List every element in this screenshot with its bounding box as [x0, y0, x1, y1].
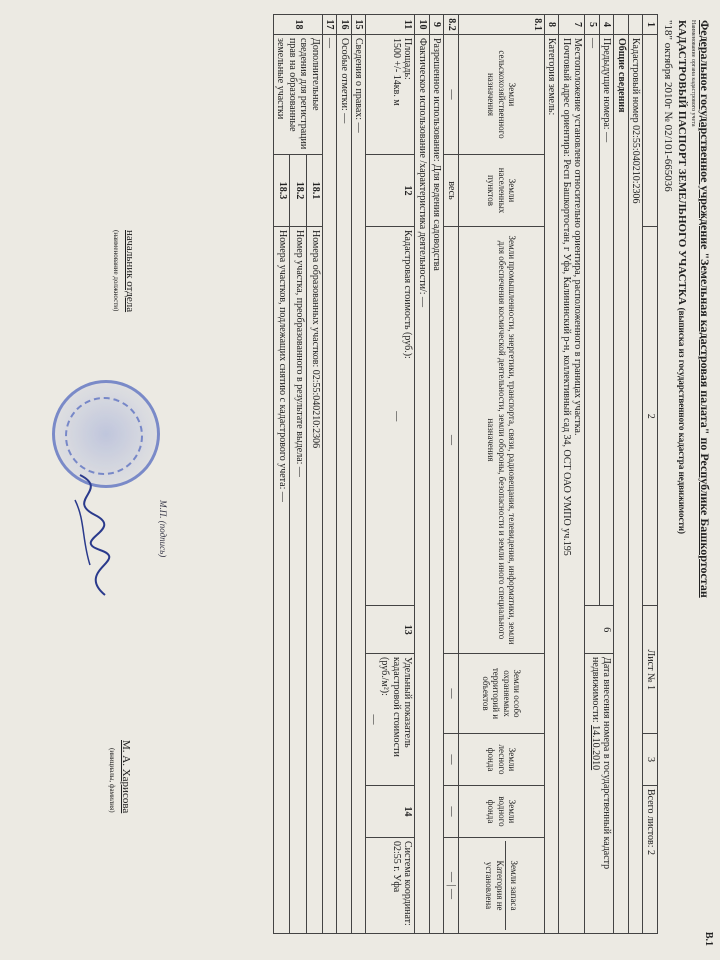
- cadastral-number: Кадастровый номер 02:55:040210:2306: [629, 35, 644, 934]
- row-number: 18.1: [306, 155, 322, 227]
- row-number: 18.2: [290, 155, 306, 227]
- seal-mark-note: (подпись): [158, 520, 168, 558]
- actual-use-value: —: [417, 297, 428, 307]
- cadastral-cost-value: —: [391, 411, 402, 422]
- sheet-number: Лист № 1: [643, 606, 658, 734]
- category-reserve: Земли запаса: [509, 860, 520, 911]
- table-row: [352, 15, 367, 934]
- row-number: 18: [274, 15, 323, 35]
- permitted-use-label: Разрешенное использование:: [431, 38, 443, 162]
- row-number: 5: [585, 15, 600, 35]
- formed-plots: Номера образованных участков: 02:55:040210:2306: [306, 227, 322, 934]
- category-value-unset: —: [446, 889, 457, 899]
- land-category-label: Категория земель:: [545, 35, 560, 934]
- row-number: 13: [366, 606, 415, 654]
- category-industry: Земли промышленности, энергетики, транспорта, связи, радиовещания, телевидения, информатики, земли для обеспечения космической деятельности, земли обороны, безопасности и земли иного специального назначения: [459, 227, 545, 654]
- category-protected: Земли особо охраняемых территорий и объектов: [459, 654, 545, 734]
- row-number: 16: [337, 15, 352, 35]
- table-row: [545, 15, 560, 934]
- actual-use: [415, 35, 430, 934]
- area-value: 1500 +/- 14кв. м: [391, 38, 402, 106]
- row-5-value: —: [585, 35, 600, 606]
- location: [559, 35, 585, 934]
- official-position-note: (наименование должности): [112, 230, 120, 312]
- special-marks-label: Особые отметки:: [339, 38, 350, 111]
- permitted-use: [430, 35, 445, 934]
- registration-date-label: Дата внесения номера в государственный кадастр недвижимости:: [590, 657, 613, 870]
- category-water: Земли водного фонда: [459, 786, 545, 838]
- table-row: [614, 15, 629, 934]
- previous-numbers: [600, 35, 615, 606]
- document-title-note: (выписка из государственного кадастра недвижимости): [677, 307, 687, 535]
- previous-numbers-value: —: [601, 132, 613, 143]
- row-number: 12: [366, 155, 415, 227]
- removed-plots-label: Номера участков, подлежащих снятию с кадастрового учета:: [277, 230, 289, 490]
- category-unset: Категория не установлена: [484, 841, 506, 930]
- table-row: [366, 15, 415, 934]
- rights-info-value: —: [353, 122, 365, 133]
- table-row: [415, 15, 430, 934]
- cadastral-cost: [366, 227, 415, 606]
- row-number: 11: [366, 15, 415, 35]
- table-row: [559, 15, 585, 934]
- category-value: —: [444, 786, 459, 838]
- seal-mark-label: М.П.: [158, 500, 168, 519]
- row-number: 4: [600, 15, 615, 35]
- table-row: [600, 15, 615, 934]
- coordinate-system-label: Система координат:: [402, 841, 414, 926]
- category-reserve-and-unset: [459, 838, 545, 934]
- category-agricultural: Земли сельскохозяйственного назначения: [459, 35, 545, 155]
- category-value: —: [444, 227, 459, 654]
- row-number: 8.1: [459, 15, 545, 35]
- row-number: 9: [430, 15, 445, 35]
- permitted-use-value: Для ведения садоводства: [431, 164, 443, 271]
- table-row: [629, 15, 644, 934]
- special-marks: [337, 35, 352, 934]
- actual-use-label: Фактическое использование /характеристика деятельности/:: [417, 38, 428, 295]
- document-title-text: КАДАСТРОВЫЙ ПАСПОРТ ЗЕМЕЛЬНОГО УЧАСТКА: [676, 20, 688, 305]
- table-row: [430, 15, 445, 934]
- cadastral-table: [273, 14, 658, 934]
- table-row: [643, 15, 658, 934]
- seal-mark: [158, 500, 168, 557]
- row-number: 10: [415, 15, 430, 35]
- row-number: 8.2: [444, 15, 459, 35]
- row-number: 6: [585, 606, 614, 654]
- table-row: [444, 15, 459, 934]
- category-forest: Земли лесного фонда: [459, 734, 545, 786]
- rights-info: [352, 35, 367, 934]
- cell-2: 2: [643, 227, 658, 606]
- row-number: 17: [323, 15, 338, 35]
- form-code: В.1: [703, 931, 714, 946]
- postal-address: Почтовый адрес ориентира: Респ Башкортостан, г Уфа, Калининский р-н, коллективный сад 34, ОСТ ОАО УМПО уч.195: [561, 38, 572, 556]
- registration-date: [585, 654, 614, 934]
- category-value: —: [444, 35, 459, 155]
- specific-cost: [366, 654, 415, 786]
- specific-cost-value: —: [368, 714, 379, 725]
- category-value: —: [444, 734, 459, 786]
- rights-info-label: Сведения о правах:: [353, 38, 365, 121]
- row-number: 15: [352, 15, 367, 35]
- official-name-note: (инициалы, фамилия): [108, 748, 116, 813]
- handwritten-signature: [60, 470, 120, 600]
- coordinate-system-value: 02:55 г. Уфа: [391, 841, 402, 893]
- agency-note: Наименование органа кадастрового учета: [690, 20, 696, 127]
- coordinate-system: [366, 838, 415, 934]
- category-value: —: [444, 654, 459, 734]
- row-number: 7: [559, 15, 585, 35]
- total-sheets: Всего листов: 2: [643, 786, 658, 934]
- row-number: 1: [643, 15, 658, 35]
- general-info-heading: Общие сведения: [614, 35, 629, 934]
- official-position: начальник отдела: [124, 230, 136, 313]
- removed-plots: [274, 227, 290, 934]
- category-value-reserve: —: [446, 871, 457, 882]
- location-label: Местоположение установлено относительно ориентира, расположенного в границах участка.: [572, 38, 584, 436]
- document-date: "18" октября 2010г № 02/101-665036: [662, 20, 674, 192]
- table-row: [323, 15, 338, 934]
- additional-info-label: Дополнительные сведения для регистрации прав на образованные земельные участки: [274, 35, 323, 155]
- row-number: 18.3: [274, 155, 290, 227]
- cadastral-cost-label: Кадастровая стоимость (руб.):: [402, 230, 414, 359]
- agency-header: Федеральное государственное учреждение "Земельная кадастровая палата" по Республике Башкортостан: [698, 20, 712, 598]
- previous-numbers-label: Предыдущие номера:: [601, 38, 613, 130]
- specific-cost-label: Удельный показатель кадастровой стоимости (руб./м²):: [379, 657, 414, 757]
- cell-3: 3: [643, 734, 658, 786]
- transformed-plot-value: —: [293, 466, 305, 477]
- table-row: [459, 15, 545, 934]
- row-17-value: —: [323, 35, 338, 934]
- table-row: [337, 15, 352, 934]
- special-marks-value: —: [339, 113, 350, 124]
- transformed-plot: [290, 227, 306, 934]
- category-value: — | —: [444, 838, 459, 934]
- official-name: М. А. Харисова: [120, 740, 132, 814]
- table-row: [306, 15, 322, 934]
- registration-date-value: 14.10.2010: [590, 725, 601, 771]
- document-title: [676, 20, 688, 534]
- category-value: весь: [444, 155, 459, 227]
- area-label: Площадь:: [402, 38, 414, 80]
- transformed-plot-label: Номер участка, преобразованного в результате выдела:: [293, 230, 305, 465]
- removed-plots-value: —: [277, 491, 289, 502]
- area: [366, 35, 415, 155]
- category-settlements: Земли населенных пунктов: [459, 155, 545, 227]
- row-number: 14: [366, 786, 415, 838]
- row-number: 8: [545, 15, 560, 35]
